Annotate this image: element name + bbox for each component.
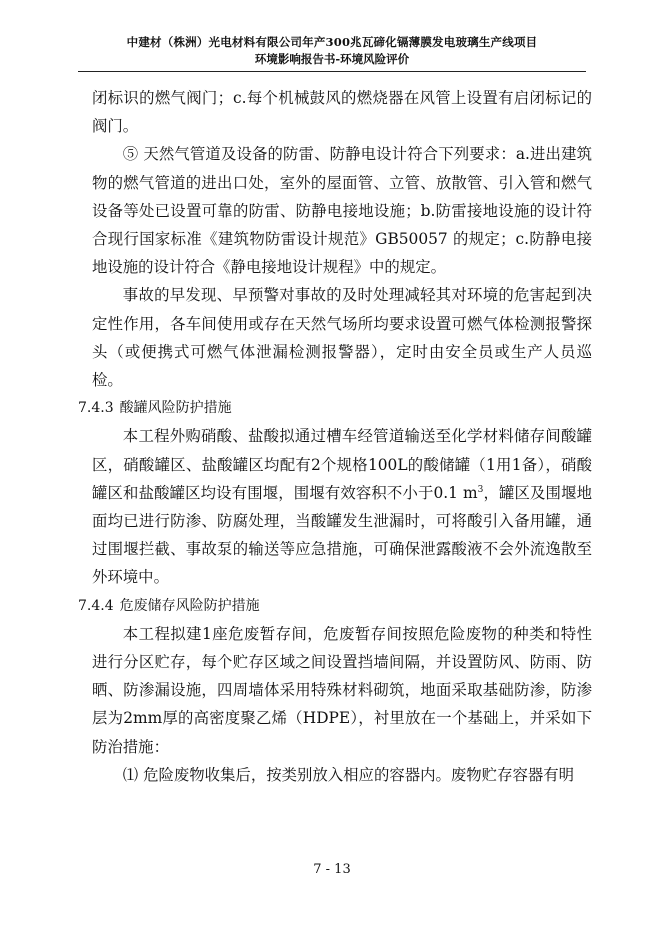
paragraph-lightning-protection: ⑤ 天然气管道及设备的防雷、防静电设计符合下列要求：a.进出建筑物的燃气管道的进出口处，室外的屋面管、立管、放散管、引入管和燃气设备等处已设置可靠的防雷、防静电接地设施；b.防雷接地设施的设计符合现行国家标准《建筑物防雷设计规范》GB50057 的规定；c.防静电接地设施的设计符合《静电接地设计规程》中的规定。 <box>92 145 592 277</box>
section-heading-7-4-3 <box>78 394 592 422</box>
paragraph-gas-valve-continued: 闭标识的燃气阀门；c.每个机械鼓风的燃烧器在风管上设置有启闭标记的阀门。 <box>92 89 592 136</box>
document-body <box>78 84 592 789</box>
page-header <box>78 34 586 68</box>
paragraph-hazardous-waste: 本工程拟建1座危废暂存间，危废暂存间按照危险废物的种类和特性进行分区贮存，每个贮存区域之间设置挡墙间隔，并设置防风、防雨、防晒、防渗漏设施，四周墙体采用特殊材料砌筑，地面采取基础防渗，防渗层为2mm厚的高密度聚乙烯（HDPE），衬里放在一个基础上，并采如下防治措施： <box>92 624 592 756</box>
acid-tank-text: 本工程外购硝酸、盐酸拟通过槽车经管道输送至化学材料储存间酸罐区，硝酸罐区、盐酸罐区均配有2个规格100L的酸储罐（1用1备），硝酸罐区和盐酸罐区均设有围堰，围堰有效容积不小于0.1 m <box>92 427 592 502</box>
paragraph-measure-1: ⑴ 危险废物收集后，按类别放入相应的容器内。废物贮存容器有明 <box>122 765 575 784</box>
acid-tank-text-tail: ，罐区及围堰地面均已进行防渗、防腐处理，当酸罐发生泄漏时，可将酸引入备用罐，通过围堰拦截、事故泵的输送等应急措施，可确保泄露酸液不会外流逸散至外环境中。 <box>92 483 592 587</box>
header-rule <box>78 71 586 72</box>
paragraph-acid-tank <box>92 422 592 591</box>
paragraph-early-warning: 事故的早发现、早预警对事故的及时处理减轻其对环境的危害起到决定性作用，各车间使用或存在天然气场所均要求设置可燃气体检测报警探头（或便携式可燃气体泄漏检测报警器），定时由安全员或生产人员巡检。 <box>92 286 592 390</box>
superscript-cubic: 3 <box>477 484 484 495</box>
header-project-title: 中建材（株洲）光电材料有限公司年产300兆瓦碲化镉薄膜发电玻璃生产线项目 <box>126 35 538 49</box>
section-number: 7.4.4 <box>78 597 114 614</box>
page-number: 7 - 13 <box>313 862 351 877</box>
section-title: 危废储存风险防护措施 <box>119 597 260 614</box>
section-number: 7.4.3 <box>78 400 114 417</box>
header-report-subtitle: 环境影响报告书-环境风险评价 <box>254 52 410 66</box>
section-heading-7-4-4 <box>78 592 592 620</box>
section-title: 酸罐风险防护措施 <box>119 400 232 417</box>
